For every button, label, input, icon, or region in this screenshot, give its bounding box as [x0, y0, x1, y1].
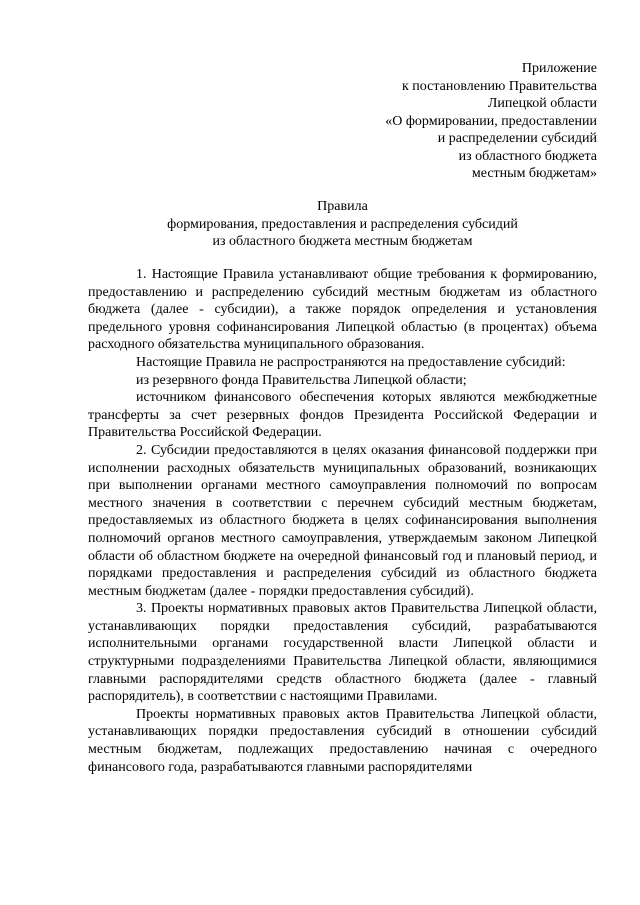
appendix-line: местным бюджетам»: [471, 166, 597, 181]
appendix-header: [297, 60, 597, 183]
appendix-line: «О формировании, предоставлении: [385, 113, 597, 129]
appendix-line: к постановлению Правительства: [401, 78, 597, 94]
appendix-line: и распределении субсидий: [437, 131, 597, 146]
paragraph: Настоящие Правила не распространяются на предоставление субсидий:: [136, 354, 566, 370]
title-line: Правила: [317, 199, 368, 214]
paragraph: источником финансового обеспечения которых являются межбюджетные трансферты за счет резервных фондов Президента Российской Федерации и Правительства Российской Федерации.: [88, 390, 597, 441]
document-body: [88, 266, 597, 776]
paragraph: из резервного фонда Правительства Липецкой области;: [136, 372, 467, 388]
title-line: из областного бюджета местным бюджетам: [212, 234, 473, 249]
paragraph: 2. Субсидии предоставляются в целях оказания финансовой поддержки при исполнении расходных обязательств муниципальных образований, возникающих при выполнении органами местного самоуправления полномочий по вопросам местного значения в соответствии с перечнем субсидий местным бюджетам, предоставляемых из областного бюджета в целях софинансирования выполнения полномочий органов местного самоуправления, утверждаемым законом Липецкой области об областном бюджете на очередной финансовый год и плановый период, и порядками предоставления и распределения субсидий из областного бюджета местным бюджетам (далее - порядки предоставления субсидий).: [88, 442, 597, 599]
paragraph: 3. Проекты нормативных правовых актов Правительства Липецкой области, устанавливающих порядки предоставления субсидий, разрабатываются исполнительными органами государственной власти Липецкой области и структурными подразделениями Правительства Липецкой области, являющимися главными распорядителями средств областного бюджета (далее - главный распорядитель), в соответствии с настоящими Правилами.: [88, 601, 597, 705]
title-line: формирования, предоставления и распределения субсидий: [167, 216, 518, 232]
appendix-line: Липецкой области: [487, 96, 597, 111]
paragraph: 1. Настоящие Правила устанавливают общие требования к формированию, предоставлению и распределению субсидий местным бюджетам из областного бюджета (далее - субсидии), а также порядок определения и установления предельного уровня софинансирования Липецкой областью (в процентах) объема расходного обязательства муниципального образования.: [88, 267, 597, 353]
document-title: [88, 198, 597, 251]
appendix-line: Приложение: [521, 61, 597, 76]
paragraph: Проекты нормативных правовых актов Правительства Липецкой области, устанавливающих порядки предоставления субсидий в отношении субсидий местным бюджетам, подлежащих предоставлению начиная с очередного финансового года, разрабатываются главными распорядителями: [88, 706, 597, 775]
appendix-line: из областного бюджета: [458, 148, 597, 164]
